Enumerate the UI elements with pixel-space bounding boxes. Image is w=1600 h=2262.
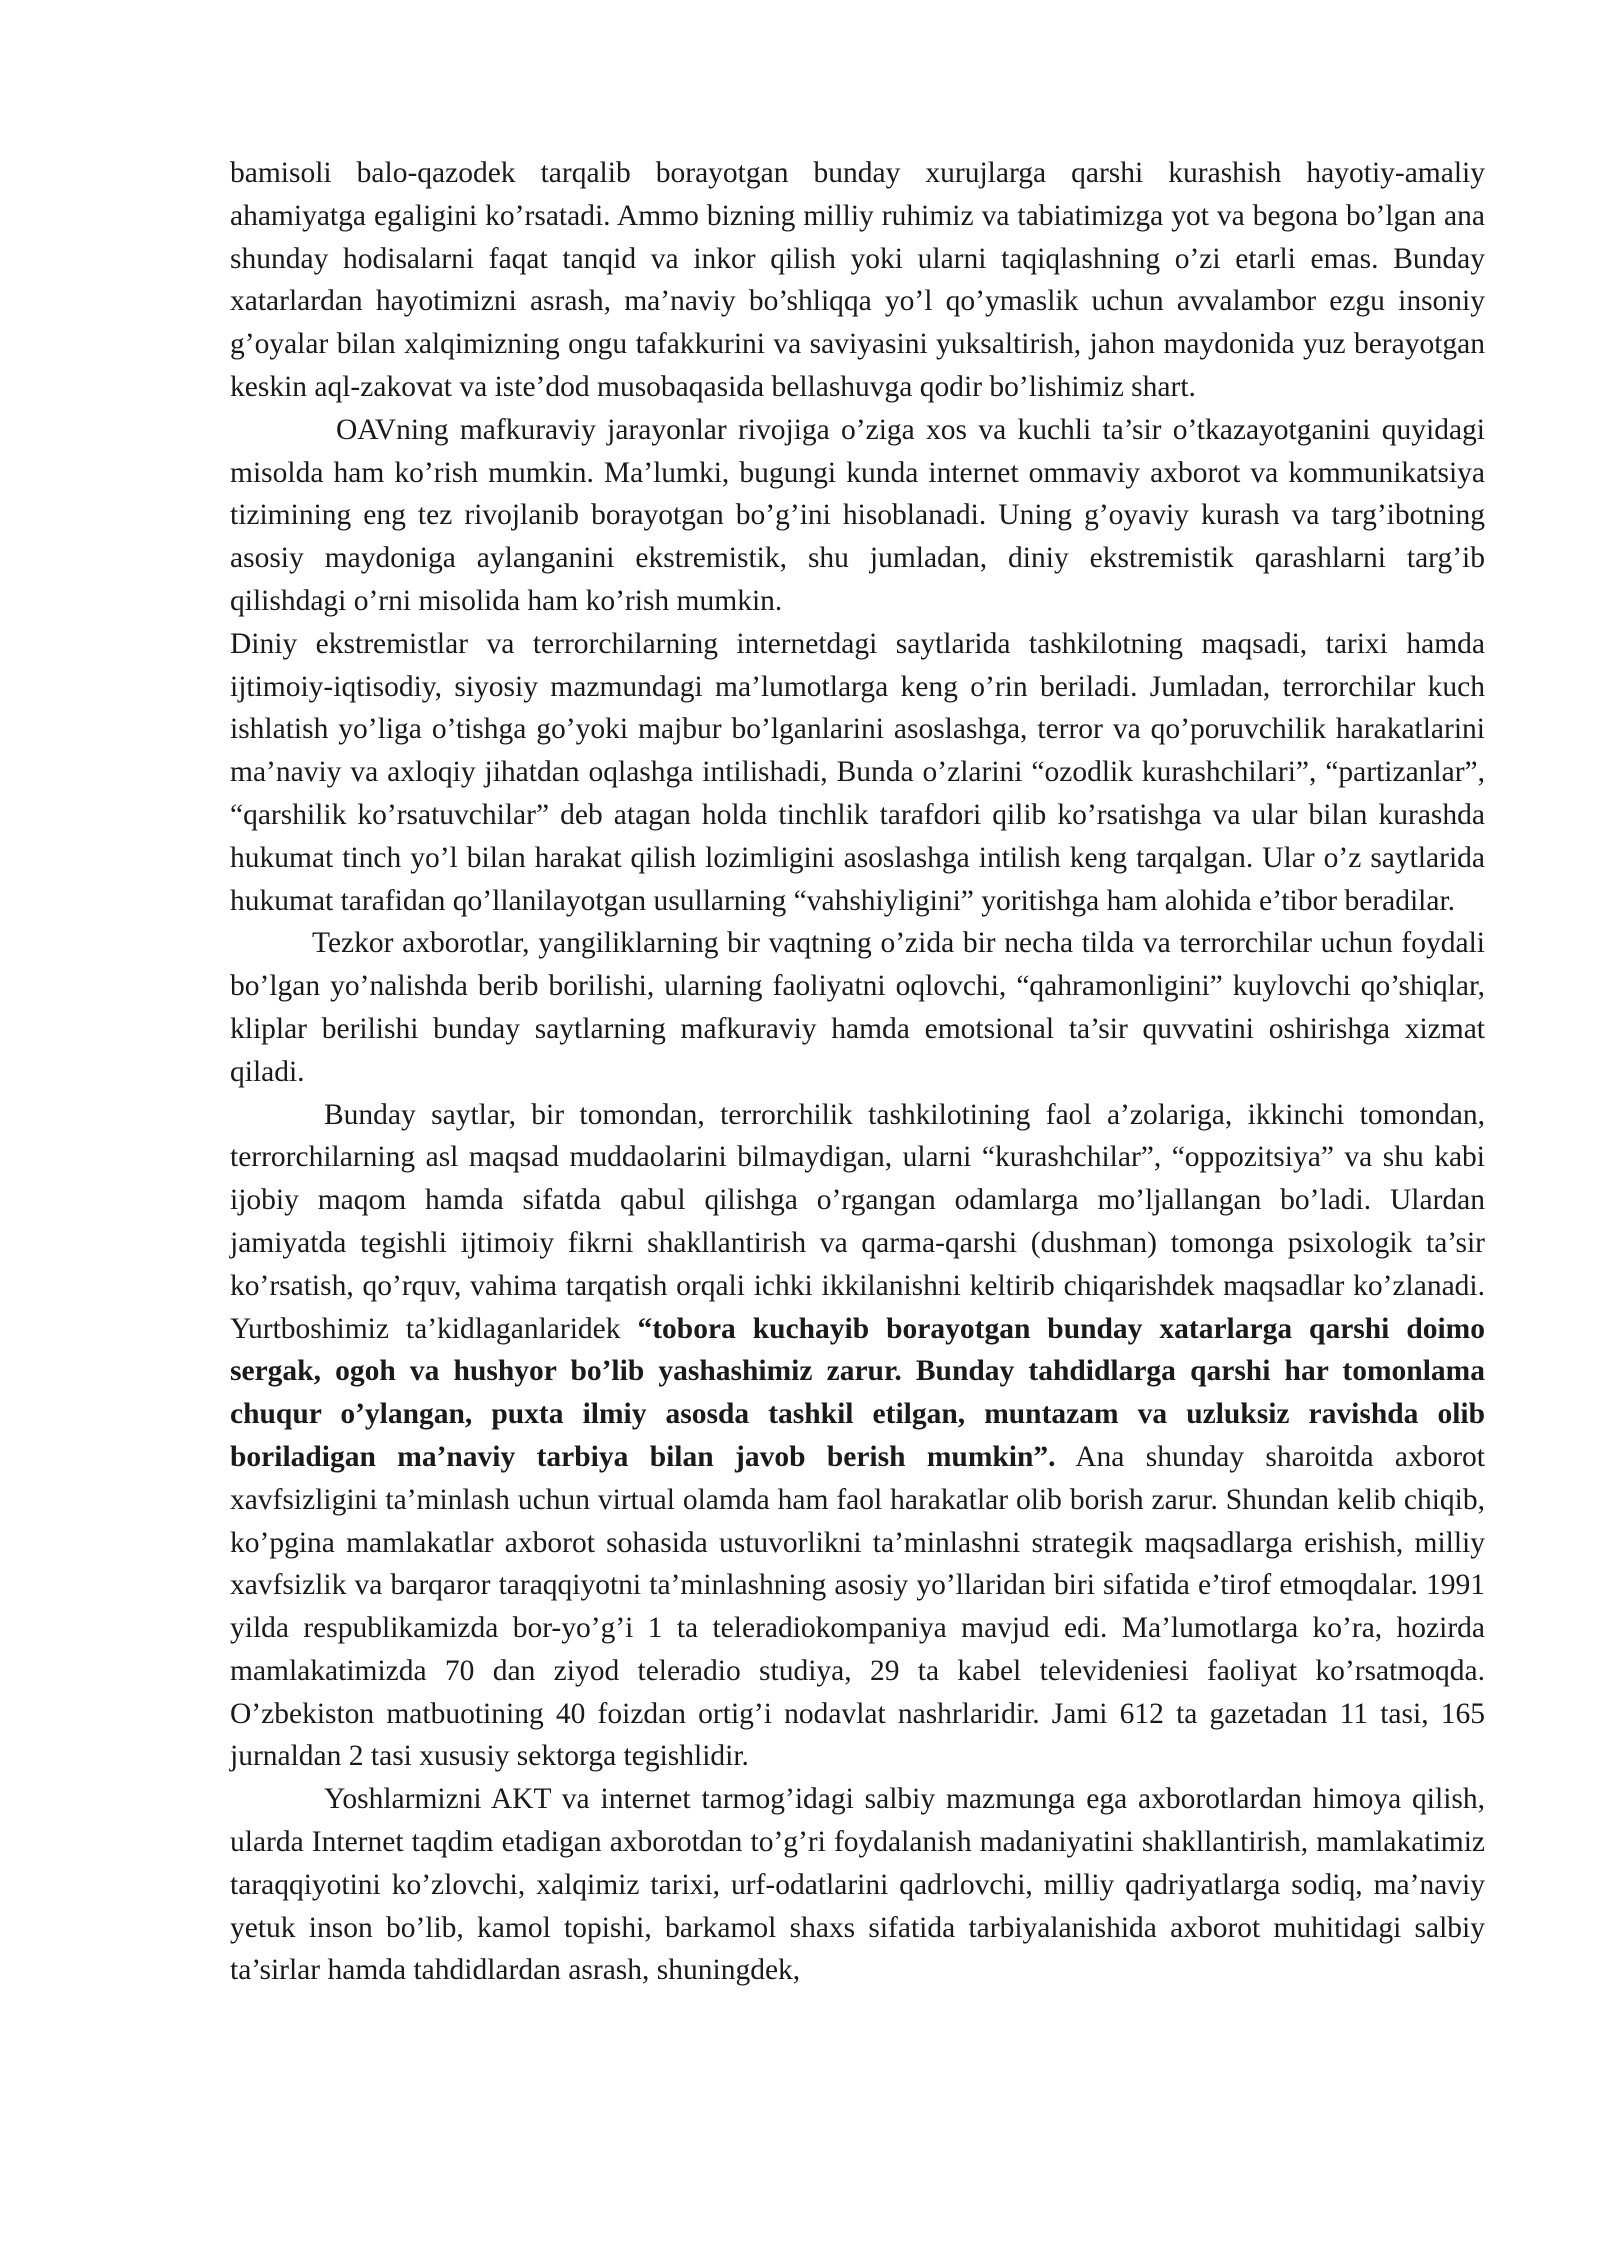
paragraph-5 <box>230 1094 1485 1779</box>
paragraph-5-text-after: Ana shunday sharoitda axborot xavfsizligini ta’minlash uchun virtual olamda ham faol harakatlar olib borish zarur. Shundan kelib chiqib, ko’pgina mamlakatlar axborot sohasida ustuvorlikni ta’minlashni strategik maqsadlarga erishish, milliy xavfsizlik va barqaror taraqqiyotni ta’minlashning asosiy yo’llaridan biri sifatida e’tirof etmoqdalar. 1991 yilda respublikamizda bor-yo’g’i 1 ta teleradiokompaniya mavjud edi. Ma’lumotlarga ko’ra, hozirda mamlakatimizda 70 dan ziyod teleradio studiya, 29 ta kabel televideniesi faoliyat ko’rsatmoqda. O’zbekiston matbuotining 40 foizdan ortig’i nodavlat nashrlaridir. Jami 612 ta gazetadan 11 tasi, 165 jurnaldan 2 tasi xususiy sektorga tegishlidir. <box>230 1440 1485 1773</box>
paragraph-6: Yoshlarmizni AKT va internet tarmog’idagi salbiy mazmunga ega axborotlardan himoya qilish, ularda Internet taqdim etadigan axborotdan to’g’ri foydalanish madaniyatini shakllantirish, mamlakatimiz taraqqiyotini ko’zlovchi, xalqimiz tarixi, urf-odatlarini qadrlovchi, milliy qadriyatlarga sodiq, ma’naviy yetuk inson bo’lib, kamol topishi, barkamol shaxs sifatida tarbiyalanishida axborot muhitidagi salbiy ta’sirlar hamda tahdidlardan asrash, shuningdek, <box>230 1783 1485 1987</box>
paragraph-3: Diniy ekstremistlar va terrorchilarning internetdagi saytlarida tashkilotning maqsadi, tarixi hamda ijtimoiy-iqtisodiy, siyosiy mazmundagi ma’lumotlarga keng o’rin beriladi. Jumladan, terrorchilar kuch ishlatish yo’liga o’tishga go’yoki majbur bo’lganlarini asoslashga, terror va qo’poruvchilik harakatlarini ma’naviy va axloqiy jihatdan oqlashga intilishadi, Bunda o’zlarini “ozodlik kurashchilari”, “partizanlar”, “qarshilik ko’rsatuvchilar” deb atagan holda tinchlik tarafdori qilib ko’rsatishga va ular bilan kurashda hukumat tinch yo’l bilan harakat qilish lozimligini asoslashga intilish keng tarqalgan. Ular o’z saytlarida hukumat tarafidan qo’llanilayotgan usullarning “vahshiyligini” yoritishga ham alohida e’tibor beradilar. <box>230 627 1485 917</box>
paragraph-2: OAVning mafkuraviy jarayonlar rivojiga o’ziga xos va kuchli ta’sir o’tkazayotganini quyidagi misolda ham ko’rish mumkin. Ma’lumki, bugungi kunda internet ommaviy axborot va kommunikatsiya tizimining eng tez rivojlanib borayotgan bo’g’ini hisoblanadi. Uning g’oyaviy kurash va targ’ibotning asosiy maydoniga aylanganini ekstremistik, shu jumladan, diniy ekstremistik qarashlarni targ’ib qilishdagi o’rni misolida ham ko’rish mumkin. <box>230 413 1485 617</box>
president-quote: “tobora kuchayib borayotgan bunday xatarlarga qarshi doimo sergak, ogoh va hushyor bo’lib yashashimiz zarur. Bunday tahdidlarga qarshi har tomonlama chuqur o’ylangan, puxta ilmiy asosda tashkil etilgan, muntazam va uzluksiz ravishda olib boriladigan ma’naviy tarbiya bilan javob berish mumkin”. <box>230 1312 1485 1473</box>
paragraph-1: bamisoli balo-qazodek tarqalib borayotgan bunday xurujlarga qarshi kurashish hayotiy-amaliy ahamiyatga egaligini ko’rsatadi. Ammo bizning milliy ruhimiz va tabiatimizga yot va begona bo’lgan ana shunday hodisalarni faqat tanqid va inkor qilish yoki ularni taqiqlashning o’zi etarli emas. Bunday xatarlardan hayotimizni asrash, ma’naviy bo’shliqqa yo’l qo’ymaslik uchun avvalambor ezgu insoniy g’oyalar bilan xalqimizning ongu tafakkurini va saviyasini yuksaltirish, jahon maydonida yuz berayotgan keskin aql-zakovat va iste’dod musobaqasida bellashuvga qodir bo’lishimiz shart. <box>230 157 1485 403</box>
paragraph-4: Tezkor axborotlar, yangiliklarning bir vaqtning o’zida bir necha tilda va terrorchilar uchun foydali bo’lgan yo’nalishda berib borilishi, ularning faoliyatni oqlovchi, “qahramonligini” kuylovchi qo’shiqlar, kliplar berilishi bunday saytlarning mafkuraviy hamda emotsional ta’sir quvvatini oshirishga xizmat qiladi. <box>230 927 1485 1088</box>
paragraph-5-text-before: Bunday saytlar, bir tomondan, terrorchilik tashkilotining faol a’zolariga, ikkinchi tomondan, terrorchilarning asl maqsad muddaolarini bilmaydigan, ularni “kurashchilar”, “oppozitsiya” va shu kabi ijobiy maqom hamda sifatda qabul qilishga o’rgangan odamlarga mo’ljallangan bo’ladi. Ulardan jamiyatda tegishli ijtimoiy fikrni shakllantirish va qarma-qarshi (dushman) tomonga psixologik ta’sir ko’rsatish, qo’rquv, vahima tarqatish orqali ichki ikkilanishni keltirib chiqarishdek maqsadlar ko’zlanadi. Yurtboshimiz ta’kidlaganlaridek <box>230 1098 1485 1345</box>
document-page <box>230 152 1485 1992</box>
